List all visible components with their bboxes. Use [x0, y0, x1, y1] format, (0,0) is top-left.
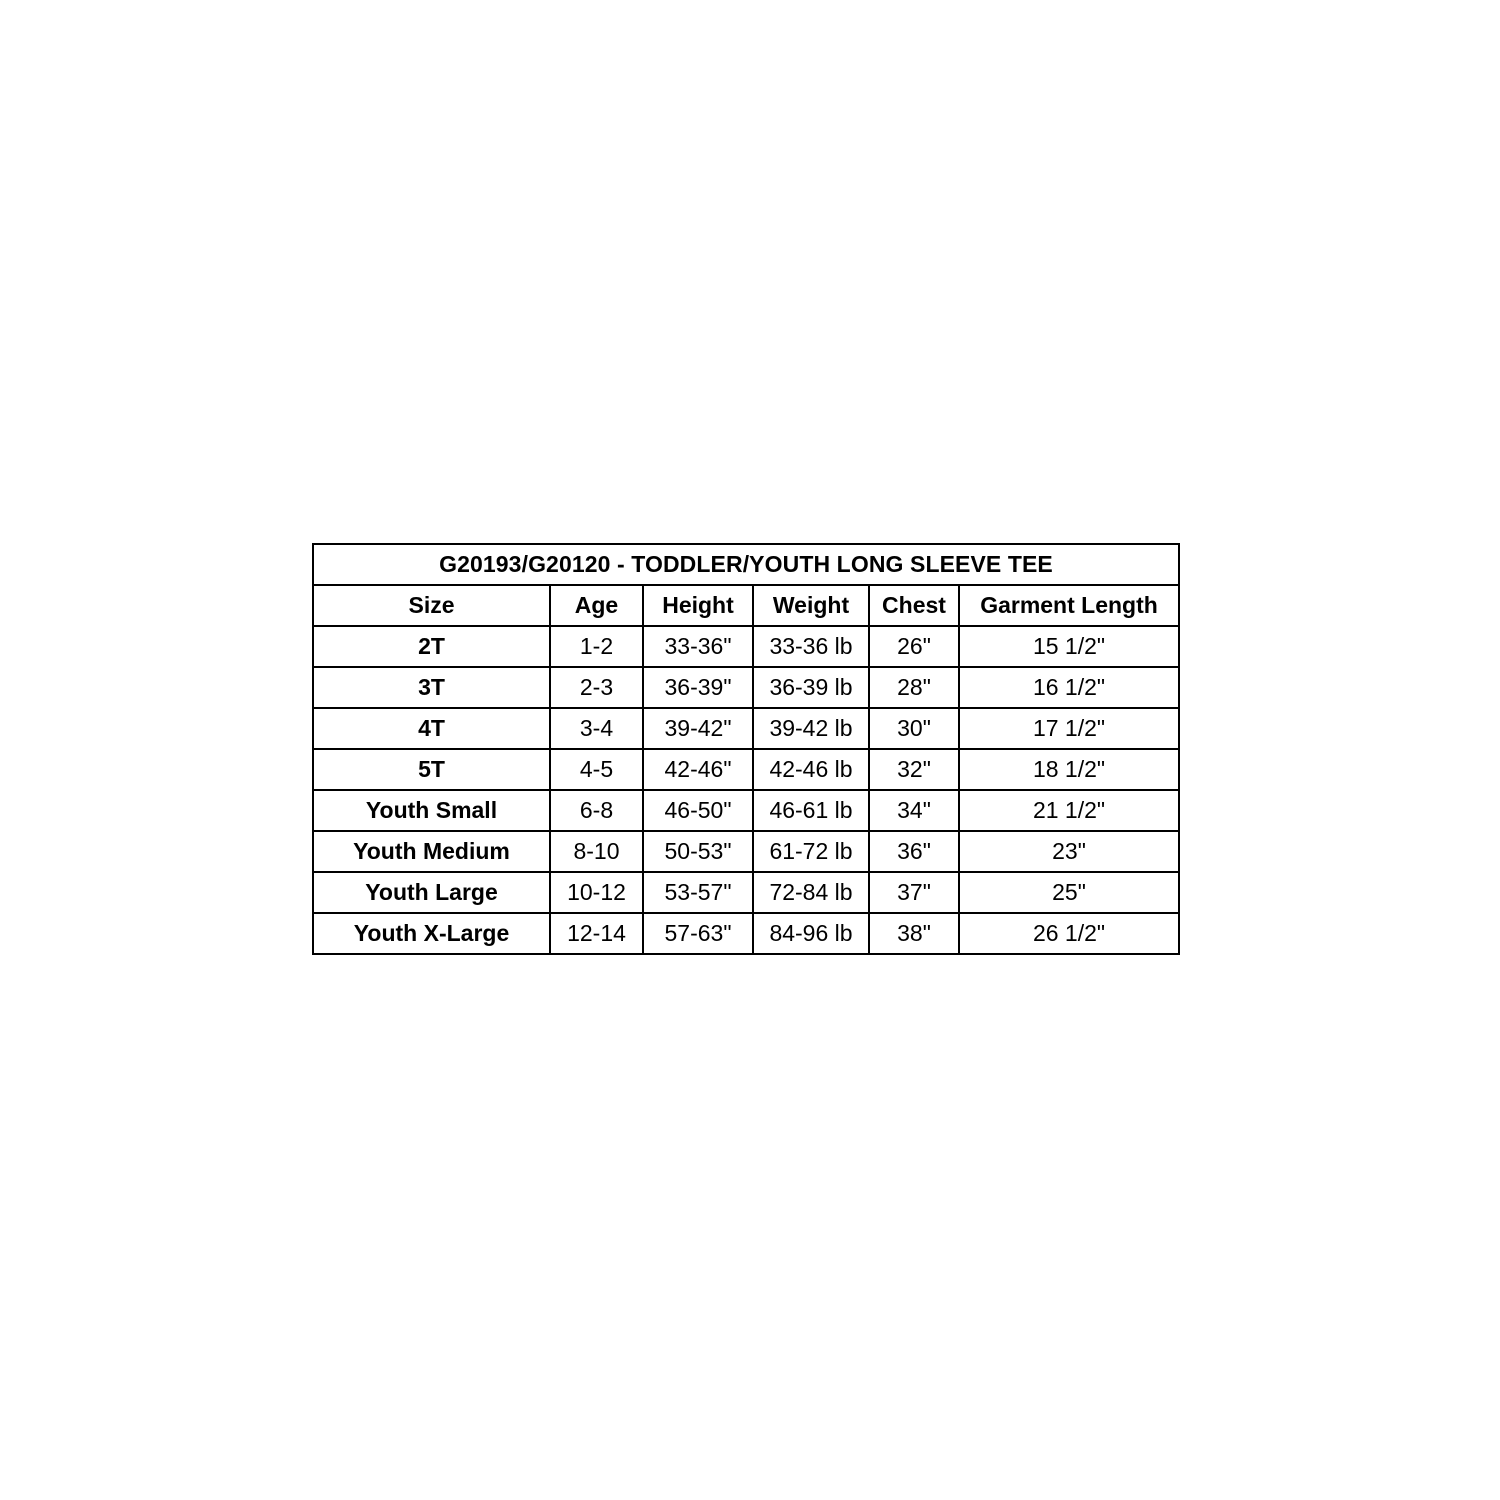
cell-chest: 36" [869, 831, 959, 872]
cell-age: 1-2 [550, 626, 643, 667]
cell-length: 25" [959, 872, 1179, 913]
cell-age: 2-3 [550, 667, 643, 708]
cell-size: Youth X-Large [313, 913, 550, 954]
cell-length: 18 1/2" [959, 749, 1179, 790]
cell-weight: 72-84 lb [753, 872, 869, 913]
column-header-weight: Weight [753, 585, 869, 626]
cell-size: Youth Small [313, 790, 550, 831]
cell-length: 23" [959, 831, 1179, 872]
cell-height: 46-50" [643, 790, 753, 831]
cell-length: 16 1/2" [959, 667, 1179, 708]
cell-chest: 26" [869, 626, 959, 667]
cell-height: 53-57" [643, 872, 753, 913]
cell-size: 3T [313, 667, 550, 708]
cell-chest: 28" [869, 667, 959, 708]
cell-weight: 33-36 lb [753, 626, 869, 667]
table-row [313, 872, 1179, 913]
table-row [313, 626, 1179, 667]
cell-length: 17 1/2" [959, 708, 1179, 749]
cell-weight: 36-39 lb [753, 667, 869, 708]
cell-weight: 46-61 lb [753, 790, 869, 831]
table-row [313, 708, 1179, 749]
table-row [313, 913, 1179, 954]
column-header-size: Size [313, 585, 550, 626]
cell-chest: 34" [869, 790, 959, 831]
cell-age: 10-12 [550, 872, 643, 913]
cell-age: 8-10 [550, 831, 643, 872]
chart-title: G20193/G20120 - TODDLER/YOUTH LONG SLEEVE TEE [313, 544, 1179, 585]
cell-age: 4-5 [550, 749, 643, 790]
cell-chest: 37" [869, 872, 959, 913]
column-header-garment-length: Garment Length [959, 585, 1179, 626]
size-chart-container [312, 543, 1178, 955]
cell-length: 15 1/2" [959, 626, 1179, 667]
cell-height: 57-63" [643, 913, 753, 954]
cell-weight: 39-42 lb [753, 708, 869, 749]
table-title-row [313, 544, 1179, 585]
column-header-chest: Chest [869, 585, 959, 626]
cell-chest: 30" [869, 708, 959, 749]
cell-chest: 32" [869, 749, 959, 790]
cell-size: 5T [313, 749, 550, 790]
cell-height: 36-39" [643, 667, 753, 708]
table-row [313, 831, 1179, 872]
cell-chest: 38" [869, 913, 959, 954]
cell-weight: 84-96 lb [753, 913, 869, 954]
cell-length: 21 1/2" [959, 790, 1179, 831]
cell-weight: 61-72 lb [753, 831, 869, 872]
table-row [313, 667, 1179, 708]
cell-size: Youth Medium [313, 831, 550, 872]
table-row [313, 749, 1179, 790]
cell-size: 2T [313, 626, 550, 667]
size-chart-table [312, 543, 1180, 955]
column-header-age: Age [550, 585, 643, 626]
cell-age: 6-8 [550, 790, 643, 831]
table-row [313, 790, 1179, 831]
cell-height: 50-53" [643, 831, 753, 872]
cell-size: 4T [313, 708, 550, 749]
cell-size: Youth Large [313, 872, 550, 913]
cell-height: 39-42" [643, 708, 753, 749]
cell-weight: 42-46 lb [753, 749, 869, 790]
table-header-row [313, 585, 1179, 626]
column-header-height: Height [643, 585, 753, 626]
cell-age: 12-14 [550, 913, 643, 954]
cell-age: 3-4 [550, 708, 643, 749]
cell-height: 42-46" [643, 749, 753, 790]
cell-length: 26 1/2" [959, 913, 1179, 954]
cell-height: 33-36" [643, 626, 753, 667]
